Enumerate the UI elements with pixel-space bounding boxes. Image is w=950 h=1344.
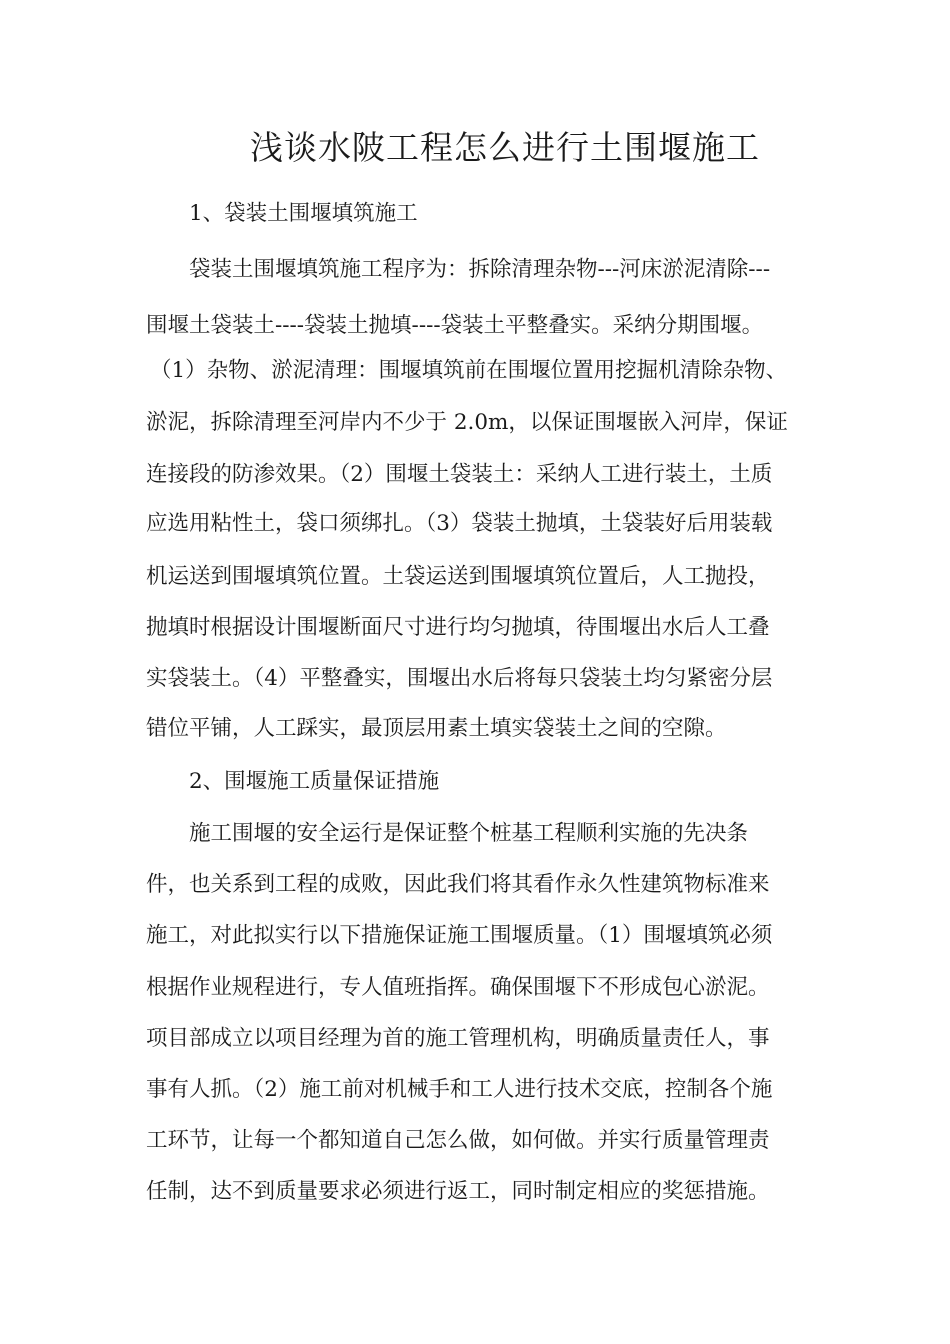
paragraph-line: 抛填时根据设计围堰断面尺寸进行均匀抛填，待围堰出水后人工叠 <box>146 615 770 640</box>
paragraph-line: 机运送到围堰填筑位置。土袋运送到围堰填筑位置后，人工抛投， <box>146 564 770 589</box>
paragraph-line: 淤泥，拆除清理至河岸内不少于 2.0m，以保证围堰嵌入河岸，保证 <box>146 410 788 435</box>
paragraph-line: 围堰土袋装土----袋装土抛填----袋装土平整叠实。采纳分期围堰。 <box>146 313 764 338</box>
paragraph-line: 应选用粘性土，袋口须绑扎。（3）袋装土抛填，土袋装好后用装载 <box>146 511 773 536</box>
paragraph-line: （1）杂物、淤泥清理：围堰填筑前在围堰位置用挖掘机清除杂物、 <box>150 358 788 383</box>
paragraph-line: 实袋装土。（4）平整叠实，围堰出水后将每只袋装土均匀紧密分层 <box>146 666 773 691</box>
paragraph-line: 根据作业规程进行，专人值班指挥。确保围堰下不形成包心淤泥。 <box>146 975 770 1000</box>
document-title: 浅谈水陂工程怎么进行土围堰施工 <box>250 128 760 167</box>
paragraph-line: 项目部成立以项目经理为首的施工管理机构，明确质量责任人，事 <box>146 1026 770 1051</box>
paragraph-line: 袋装土围堰填筑施工程序为：拆除清理杂物---河床淤泥清除--- <box>189 257 771 282</box>
paragraph-line: 事有人抓。（2）施工前对机械手和工人进行技术交底，控制各个施 <box>146 1077 773 1102</box>
paragraph-line: 施工围堰的安全运行是保证整个桩基工程顺利实施的先决条 <box>189 821 749 846</box>
paragraph-line: 任制，达不到质量要求必须进行返工，同时制定相应的奖惩措施。 <box>146 1179 770 1204</box>
paragraph-line: 工环节，让每一个都知道自己怎么做，如何做。并实行质量管理责 <box>146 1128 770 1153</box>
section-heading-1: 1、袋装土围堰填筑施工 <box>189 201 418 226</box>
section-heading-2: 2、围堰施工质量保证措施 <box>189 769 440 794</box>
paragraph-line: 连接段的防渗效果。（2）围堰土袋装土：采纳人工进行装土，土质 <box>146 462 773 487</box>
paragraph-line: 错位平铺，人工踩实，最顶层用素土填实袋装土之间的空隙。 <box>146 716 727 741</box>
paragraph-line: 件，也关系到工程的成败，因此我们将其看作永久性建筑物标准来 <box>146 872 770 897</box>
paragraph-line: 施工，对此拟实行以下措施保证施工围堰质量。（1）围堰填筑必须 <box>146 923 773 948</box>
